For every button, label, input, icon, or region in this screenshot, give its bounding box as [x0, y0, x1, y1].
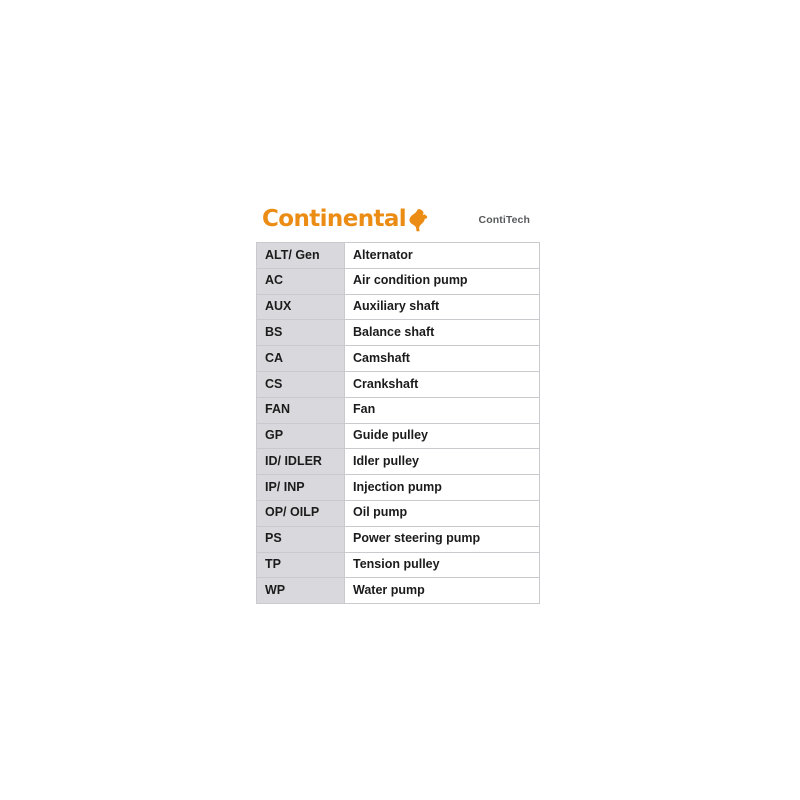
- abbreviation-table-body: [257, 243, 540, 604]
- description-cell: Camshaft: [345, 346, 540, 372]
- description-cell: Power steering pump: [345, 526, 540, 552]
- sub-brand-label: ContiTech: [478, 213, 530, 226]
- abbreviation-legend-card: [256, 197, 540, 604]
- abbr-cell: AC: [257, 268, 345, 294]
- abbr-cell: ID/ IDLER: [257, 449, 345, 475]
- description-cell: Oil pump: [345, 500, 540, 526]
- table-row: [257, 526, 540, 552]
- table-row: [257, 268, 540, 294]
- table-row: [257, 475, 540, 501]
- brand-logo: [262, 208, 428, 232]
- abbr-cell: IP/ INP: [257, 475, 345, 501]
- abbr-cell: ALT/ Gen: [257, 243, 345, 269]
- description-cell: Crankshaft: [345, 371, 540, 397]
- description-cell: Guide pulley: [345, 423, 540, 449]
- table-row: [257, 371, 540, 397]
- abbreviation-table: [256, 242, 540, 604]
- description-cell: Fan: [345, 397, 540, 423]
- description-cell: Water pump: [345, 578, 540, 604]
- abbr-cell: GP: [257, 423, 345, 449]
- table-row: [257, 346, 540, 372]
- description-cell: Alternator: [345, 243, 540, 269]
- description-cell: Auxiliary shaft: [345, 294, 540, 320]
- abbr-cell: BS: [257, 320, 345, 346]
- table-row: [257, 423, 540, 449]
- brand-wordmark: Continental: [262, 206, 407, 232]
- brand-header: [256, 197, 540, 242]
- abbr-cell: WP: [257, 578, 345, 604]
- table-row: [257, 552, 540, 578]
- abbr-cell: CS: [257, 371, 345, 397]
- table-row: [257, 500, 540, 526]
- table-row: [257, 578, 540, 604]
- description-cell: Injection pump: [345, 475, 540, 501]
- abbr-cell: TP: [257, 552, 345, 578]
- abbr-cell: PS: [257, 526, 345, 552]
- abbr-cell: CA: [257, 346, 345, 372]
- description-cell: Air condition pump: [345, 268, 540, 294]
- table-row: [257, 449, 540, 475]
- table-row: [257, 243, 540, 269]
- horse-icon: [408, 208, 428, 232]
- table-row: [257, 320, 540, 346]
- description-cell: Balance shaft: [345, 320, 540, 346]
- abbr-cell: AUX: [257, 294, 345, 320]
- table-row: [257, 397, 540, 423]
- table-row: [257, 294, 540, 320]
- description-cell: Tension pulley: [345, 552, 540, 578]
- description-cell: Idler pulley: [345, 449, 540, 475]
- abbr-cell: FAN: [257, 397, 345, 423]
- abbr-cell: OP/ OILP: [257, 500, 345, 526]
